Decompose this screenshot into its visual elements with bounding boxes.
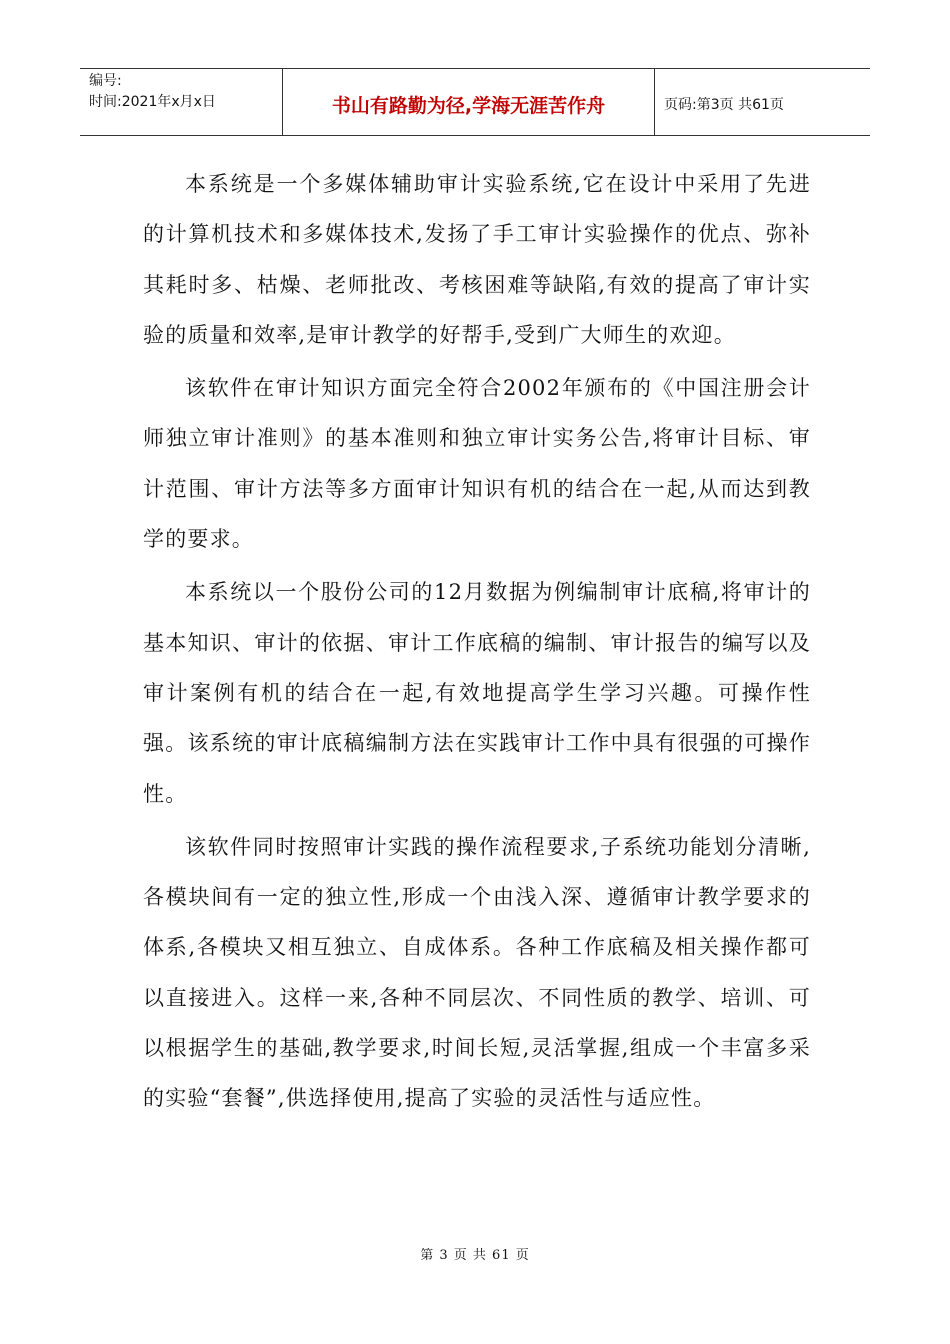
body-paragraph: 本系统是一个多媒体辅助审计实验系统,它在设计中采用了先进的计算机技术和多媒体技术,发扬了手工审计实验操作的优点、弥补其耗时多、枯燥、老师批改、考核困难等缺陷,有效的提高了审计实验的质量和效率,是审计教学的好帮手,受到广大师生的欢迎。: [143, 172, 811, 347]
page-header: [80, 68, 870, 136]
document-number-label: 编号:: [89, 73, 122, 89]
document-time-label: 时间:2021年x月x日: [89, 94, 216, 110]
document-body: [143, 159, 811, 1127]
body-paragraph: 该软件在审计知识方面完全符合2002年颁布的《中国注册会计师独立审计准则》的基本准则和独立审计实务公告,将审计目标、审计范围、审计方法等多方面审计知识有机的结合在一起,从而达到教学的要求。: [143, 376, 811, 552]
page-footer: 第 3 页 共 61 页: [420, 1248, 530, 1263]
header-page-info: 页码:第3页 共61页: [664, 97, 784, 113]
body-paragraph: 本系统以一个股份公司的12月数据为例编制审计底稿,将审计的基本知识、审计的依据、审计工作底稿的编制、审计报告的编写以及审计案例有机的结合在一起,有效地提高学生学习兴趣。可操作性强。该系统的审计底稿编制方法在实践审计工作中具有很强的可操作性。: [143, 580, 811, 806]
header-meta: [80, 69, 283, 135]
body-paragraph: 该软件同时按照审计实践的操作流程要求,子系统功能划分清晰,各模块间有一定的独立性,形成一个由浅入深、遵循审计教学要求的体系,各模块又相互独立、自成体系。各种工作底稿及相关操作都可以直接进入。这样一来,各种不同层次、不同性质的教学、培训、可以根据学生的基础,教学要求,时间长短,灵活掌握,组成一个丰富多采的实验“套餐”,供选择使用,提高了实验的灵活性与适应性。: [143, 834, 811, 1111]
header-motto: 书山有路勤为径,学海无涯苦作舟: [283, 69, 655, 135]
